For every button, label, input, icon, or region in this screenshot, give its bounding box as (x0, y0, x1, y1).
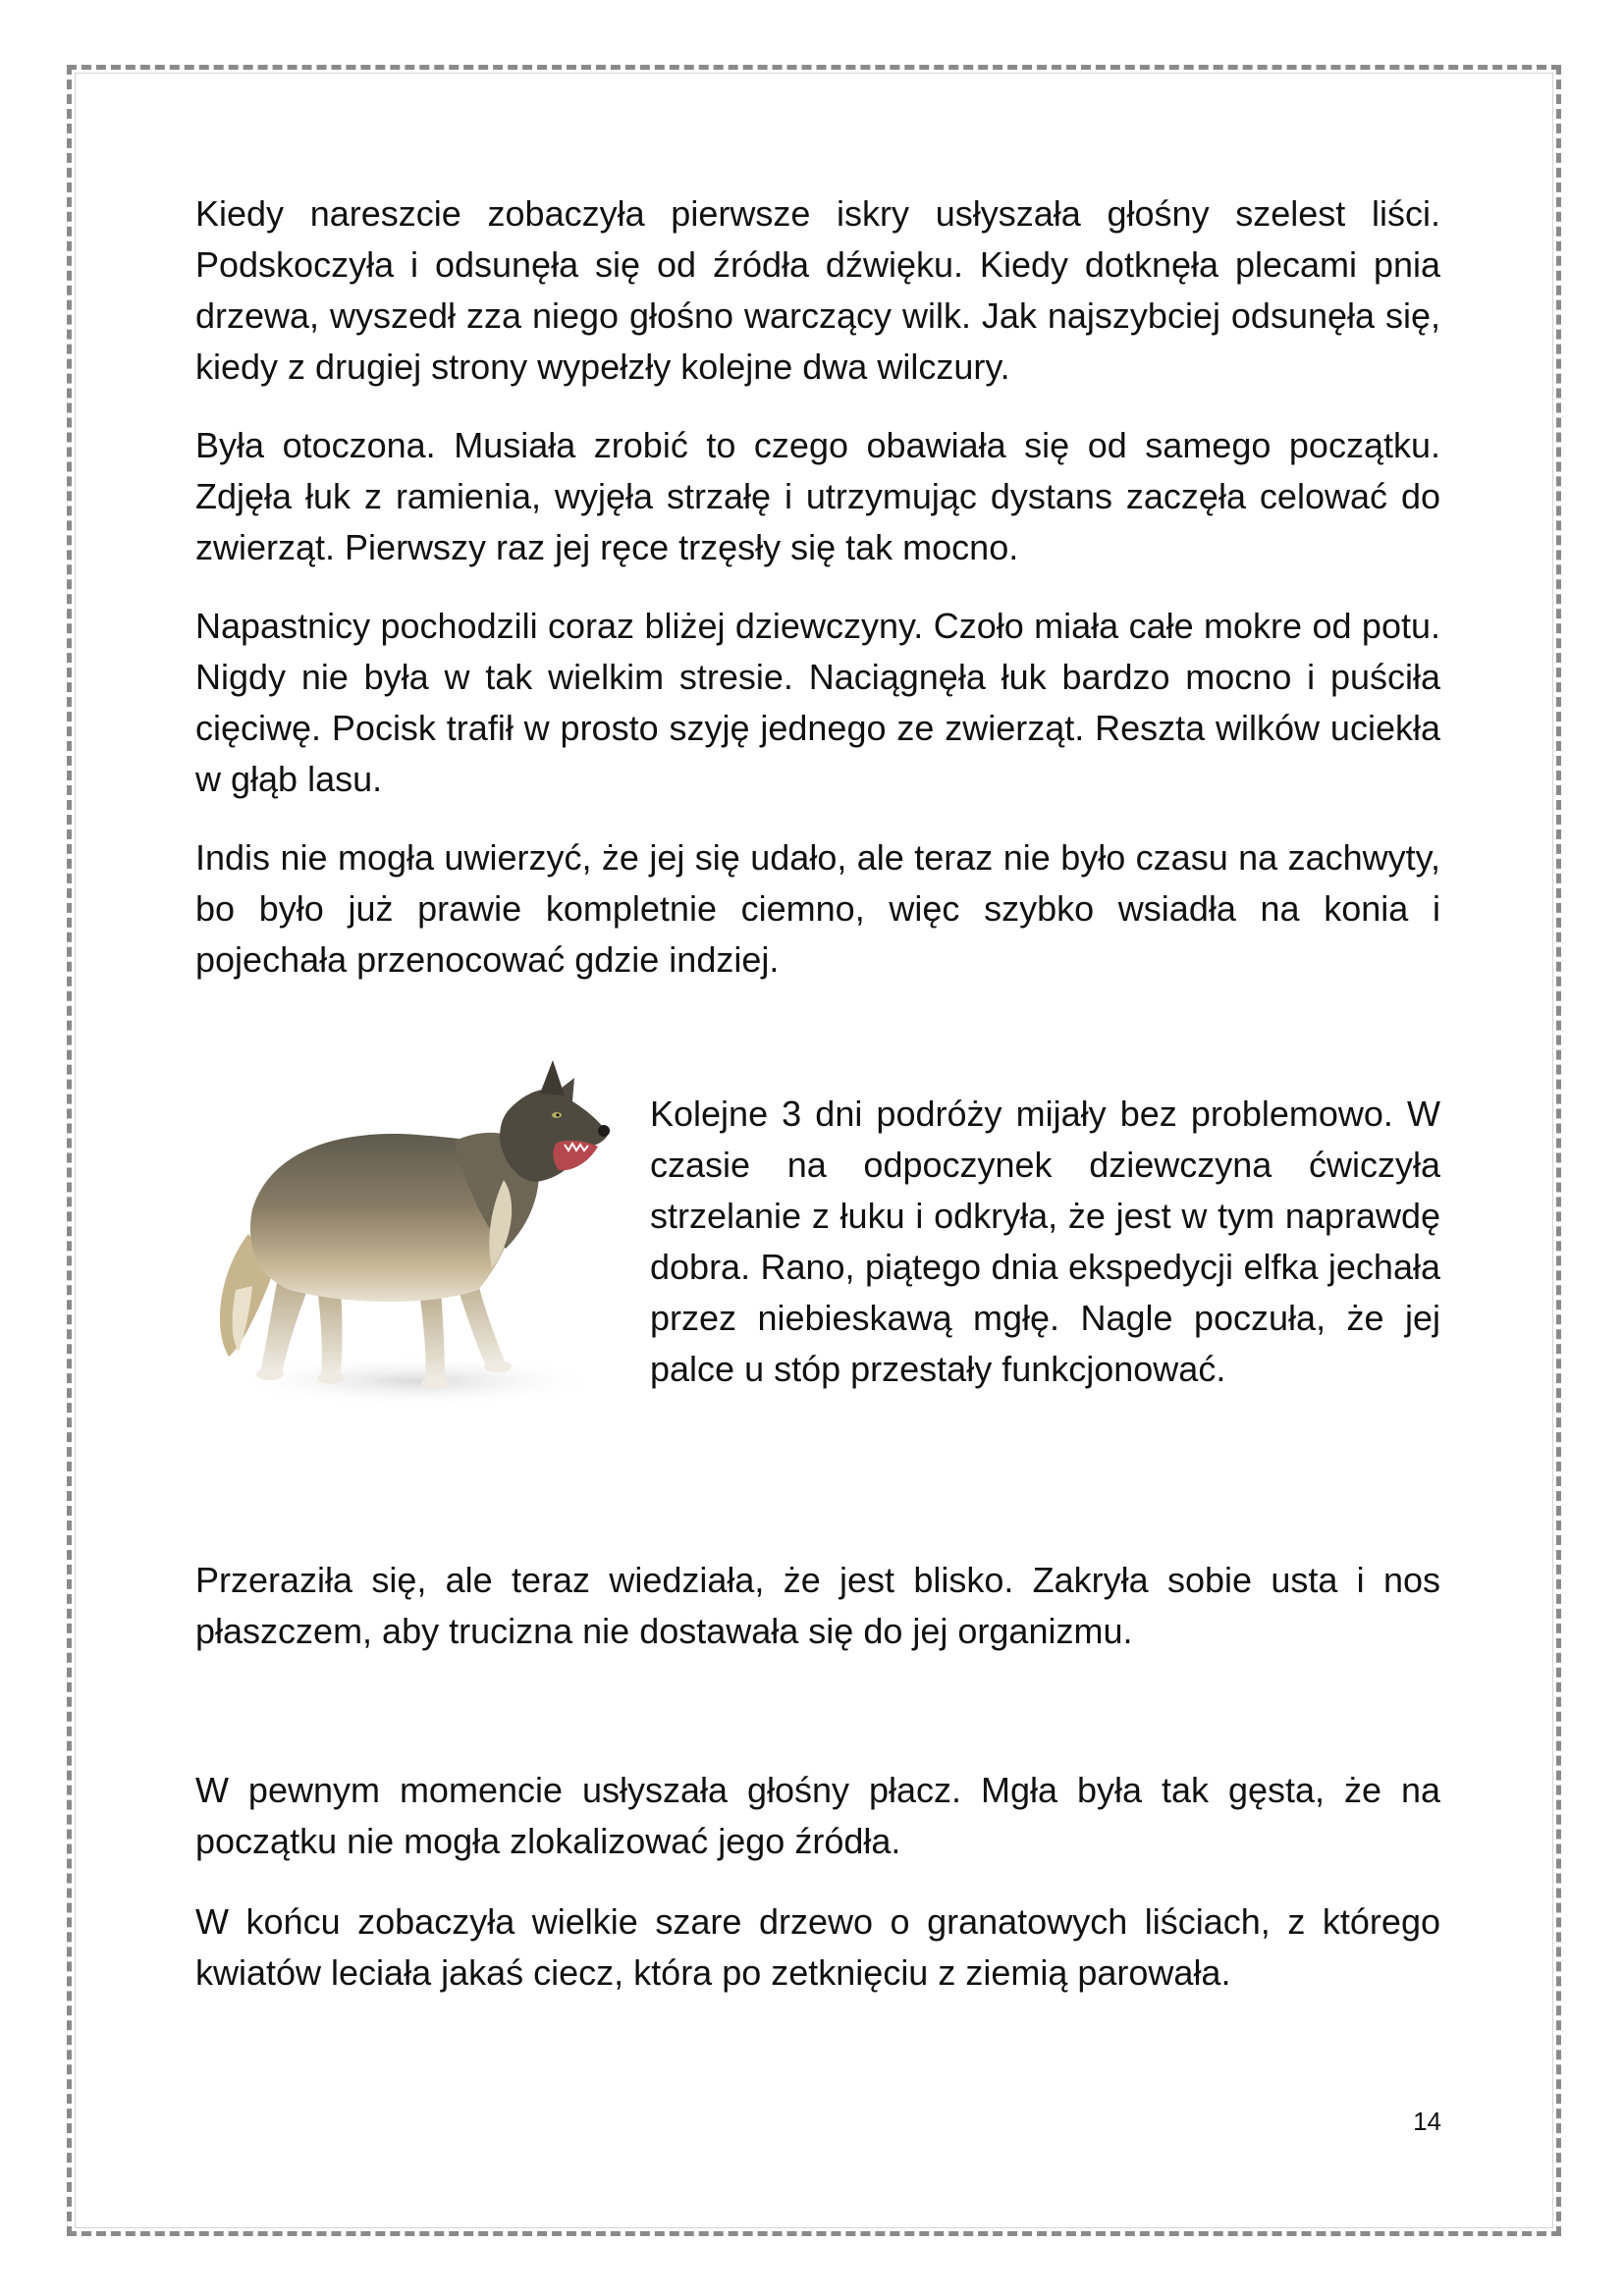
paragraph-surrounded: Była otoczona. Musiała zrobić to czego obawiała się od samego początku. Zdjęła łuk z ramienia, wyjęła strzałę i utrzymując dystans zaczęła celować do zwierząt. Pierwszy raz jej ręce trzęsły się tak mocno. (195, 425, 1440, 567)
paragraph-wolves-appear: Kiedy nareszcie zobaczyła pierwsze iskry usłyszała głośny szelest liści. Podskoczyła i odsunęła się od źródła dźwięku. Kiedy dotknęła plecami pnia drzewa, wyszedł zza niego głośno warczący wilk. Jak najszybciej odsunęła się, kiedy z drugiej strony wypełzły kolejne dwa wilczury. (195, 193, 1440, 387)
paragraph-journey: Kolejne 3 dni podróży mijały bez problemowo. W czasie na odpoczynek dziewczyna ćwiczyła strzelanie z łuku i odkryła, że jest w tym naprawdę dobra. Rano, piątego dnia ekspedycji elfka jechała przez niebieskawą mgłę. Nagle poczuła, że jej palce u stóp przestały funkcjonować. (650, 1094, 1440, 1389)
wolf-illustration (191, 1033, 638, 1479)
paragraph-fright: Przeraziła się, ale teraz wiedziała, że jest blisko. Zakryła sobie usta i nos płaszczem, aby trucizna nie dostawała się do jej organizmu. (195, 1560, 1440, 1651)
paragraph-shot: Napastnicy pochodzili coraz bliżej dziewczyny. Czoło miała całe mokre od potu. Nigdy nie była w tak wielkim stresie. Naciągnęła łuk bardzo mocno i puściła cięciwę. Pocisk trafił w prosto szyję jednego ze zwierząt. Reszta wilków uciekła w głąb lasu. (195, 606, 1440, 799)
page-number: 14 (1413, 2107, 1441, 2136)
paragraph-tree: W końcu zobaczyła wielkie szare drzewo o granatowych liściach, z którego kwiatów leciała jakaś ciecz, która po zetknięciu z ziemią parowała. (195, 1901, 1440, 1993)
paragraph-escape: Indis nie mogła uwierzyć, że jej się udało, ale teraz nie było czasu na zachwyty, bo było już prawie kompletnie ciemno, więc szybko wsiadła na konia i pojechała przenocować gdzie indziej. (195, 837, 1440, 980)
paragraph-cry: W pewnym momencie usłyszała głośny płacz. Mgła była tak gęsta, że na początku nie mogła zlokalizować jego źródła. (195, 1770, 1440, 1861)
